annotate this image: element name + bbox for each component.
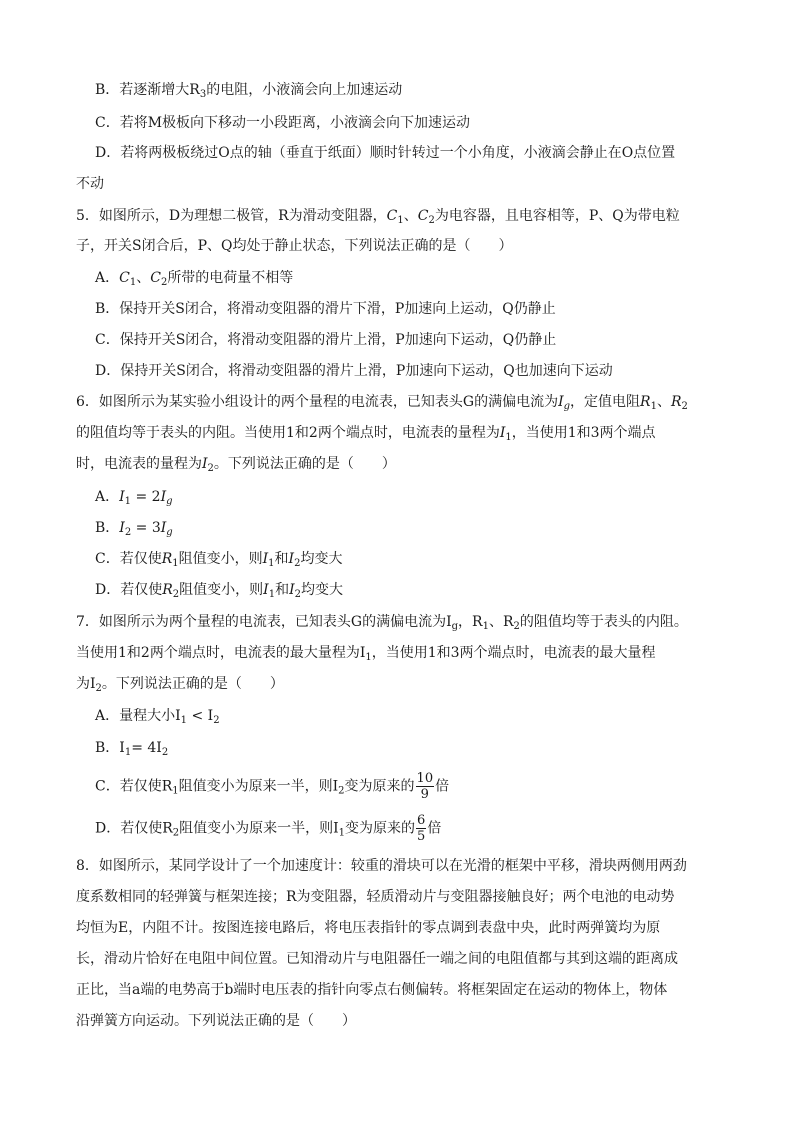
q6-stem-line2: 的阻值均等于表头的内阻。当使用1和2两个端点时，电流表的量程为$I_1$，当使用1和3两个端点 (76, 425, 656, 443)
fraction-six-fifths: $\frac{6}{5}$ (417, 813, 426, 844)
q8-stem-line3: 均恒为E，内阻不计。按图连接电路后，将电压表指针的零点调到表盘中央，此时两弹簧均为原 (76, 920, 661, 936)
q7-option-c: C．若仅使$R_1$阻值变小为原来一半，则$I_2$变为原来的 $\frac{10}{9}$ 倍 (95, 771, 450, 802)
q7-option-a: A．量程大小$I_1 < I_2$ (95, 708, 220, 726)
q6-option-a: A．$I_1 = 2I_g$ (95, 489, 173, 507)
q6-option-d: D．若仅使$R_2$阻值变小，则$I_1$和$I_2$均变大 (95, 582, 343, 600)
q5-stem-line1: 5．如图所示，D为理想二极管，R为滑动变阻器，$C_1$、$C_2$为电容器，且电容相等，P、Q为带电粒 (76, 208, 680, 226)
q5-option-b: B．保持开关S闭合，将滑动变阻器的滑片下滑，P加速向上运动，Q仍静止 (95, 301, 556, 317)
q4-option-d: D．若将两极板绕过O点的轴（垂直于纸面）顺时针转过一个小角度，小液滴会静止在O点位置 (95, 145, 676, 161)
q5-stem-line2: 子，开关S闭合后，P、Q均处于静止状态，下列说法正确的是（ ） (76, 238, 513, 254)
q4-option-d-continued: 不动 (76, 176, 104, 192)
q6-option-c: C．若仅使$R_1$阻值变小，则$I_1$和$I_2$均变大 (95, 551, 343, 569)
q8-stem-line2: 度系数相同的轻弹簧与框架连接；R为变阻器，轻质滑动片与变阻器接触良好；两个电池的电动势 (76, 889, 675, 905)
q7-option-b: B．$I_1= 4I_2$ (95, 740, 169, 758)
q7-option-d: D．若仅使$R_2$阻值变小为原来一半，则$I_1$变为原来的 $\frac{6}{5}$ 倍 (95, 813, 442, 844)
q5-option-c: C．保持开关S闭合，将滑动变阻器的滑片上滑，P加速向下运动，Q仍静止 (95, 332, 557, 348)
q5-option-d: D．保持开关S闭合，将滑动变阻器的滑片上滑，P加速向下运动，Q也加速向下运动 (95, 363, 613, 379)
q7-stem-line2: 当使用1和2两个端点时，电流表的最大量程为$I_1$，当使用1和3两个端点时，电流表的最大量程 (76, 645, 656, 663)
q8-stem-line4: 长，滑动片恰好在电阻中间位置。已知滑动片与电阻器任一端之间的电阻值都与其到这端的距离成 (76, 951, 678, 967)
q4-option-b: B．若逐渐增大$R_3$的电阻，小液滴会向上加速运动 (95, 82, 403, 100)
q6-stem-line3: 时，电流表的量程为$I_2$。下列说法正确的是（ ） (76, 456, 396, 474)
q6-stem-line1: 6．如图所示为某实验小组设计的两个量程的电流表，已知表头G的满偏电流为$I_g$，定值电阻$R_1$、$R_2$ (76, 394, 688, 412)
q8-stem-line5: 正比，当a端的电势高于b端时电压表的指针向零点右侧偏转。将框架固定在运动的物体上，物体 (76, 982, 668, 998)
q8-stem-line1: 8．如图所示，某同学设计了一个加速度计：较重的滑块可以在光滑的框架中平移，滑块两侧用两劲 (76, 858, 687, 874)
q5-option-a: A．$C_1$、$C_2$所带的电荷量不相等 (95, 270, 294, 288)
q4-option-c: C．若将M极板向下移动一小段距离，小液滴会向下加速运动 (95, 115, 471, 131)
q8-stem-line6: 沿弹簧方向运动。下列说法正确的是（ ） (76, 1013, 356, 1029)
fraction-ten-ninths: $\frac{10}{9}$ (416, 771, 434, 802)
q6-option-b: B．$I_2 = 3I_g$ (95, 520, 173, 538)
q7-stem-line3: 为$I_2$。下列说法正确的是（ ） (76, 676, 284, 694)
q7-stem-line1: 7．如图所示为两个量程的电流表，已知表头G的满偏电流为$I_g$，$R_1$、$R_2$的阻值均等于表头的内阻。 (76, 614, 688, 632)
